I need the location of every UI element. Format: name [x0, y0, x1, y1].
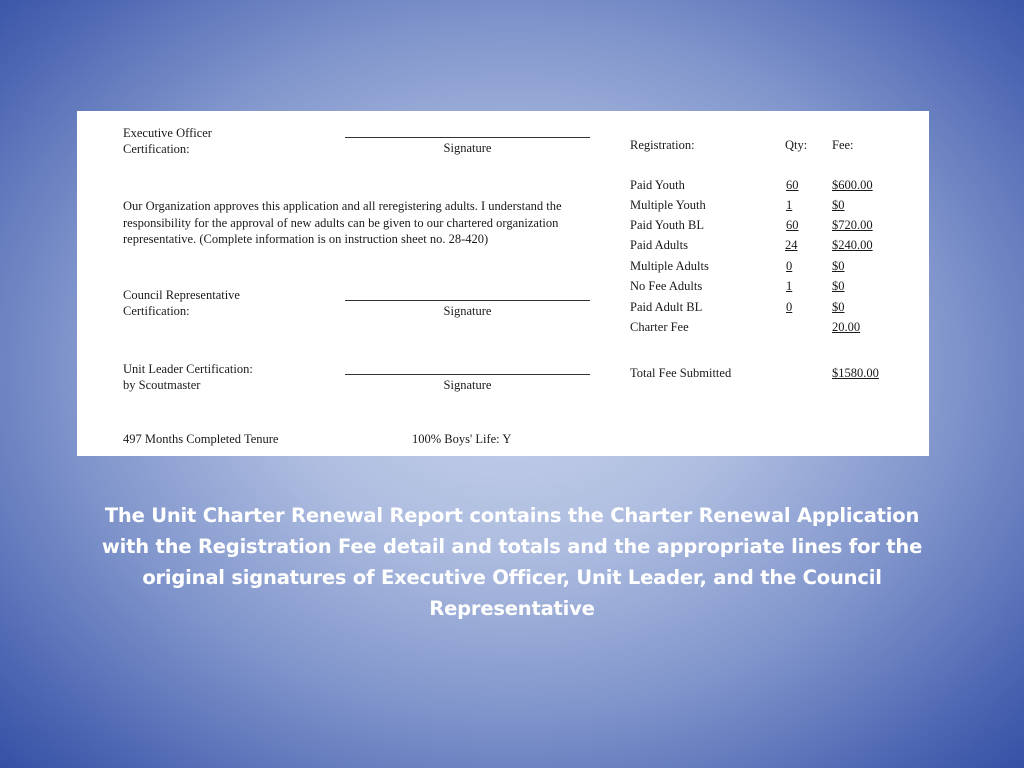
- fee-row-qty: 60: [786, 218, 799, 232]
- unit-leader-signature-line: [345, 374, 590, 375]
- unit-leader-label-line2: by Scoutmaster: [123, 378, 201, 392]
- charter-renewal-form-image: [77, 111, 929, 456]
- registration-header: Registration:: [630, 138, 695, 152]
- exec-officer-label-line1: Executive Officer: [123, 126, 212, 140]
- fee-row-amount: $600.00: [832, 178, 873, 192]
- fee-row-amount: $240.00: [832, 238, 873, 252]
- fee-row-label: Paid Youth: [630, 178, 685, 192]
- council-rep-label-line1: Council Representative: [123, 288, 240, 302]
- fee-row-amount: $0: [832, 279, 845, 293]
- fee-row-qty: 0: [786, 259, 793, 273]
- fee-row-label: Paid Adult BL: [630, 300, 703, 314]
- fee-row-label: Multiple Adults: [630, 259, 709, 273]
- exec-officer-signature-line: [345, 137, 590, 138]
- total-fee-amount: $1580.00: [832, 366, 879, 380]
- unit-leader-label-line1: Unit Leader Certification:: [123, 362, 253, 376]
- approval-line-1: Our Organization approves this application and all reregistering adults. I understand the: [123, 199, 562, 213]
- fee-row-label: No Fee Adults: [630, 279, 703, 293]
- tenure-text: 497 Months Completed Tenure: [123, 432, 279, 446]
- fee-row-qty: 1: [786, 279, 793, 293]
- slide-caption: The Unit Charter Renewal Report contains the Charter Renewal Application with the Registration Fee detail and totals and the appropriate lines for the original signatures of Executive Officer, Unit Leader, and the Council Representative: [101, 504, 923, 620]
- fee-row-label: Paid Adults: [630, 238, 688, 252]
- fee-row-amount: $720.00: [832, 218, 873, 232]
- council-rep-signature-line: [345, 300, 590, 301]
- fee-row-qty: 1: [786, 198, 793, 212]
- approval-line-2: responsibility for the approval of new adults can be given to our chartered organization: [123, 215, 559, 230]
- exec-officer-signature-label: Signature: [443, 141, 492, 155]
- approval-line-3: representative. (Complete information is on instruction sheet no. 28-420): [123, 232, 489, 246]
- approval-statement: [123, 198, 623, 248]
- qty-header: Qty:: [785, 138, 808, 152]
- total-fee-label: Total Fee Submitted: [630, 366, 732, 380]
- fee-header: Fee:: [832, 138, 854, 152]
- council-rep-signature-label: Signature: [443, 304, 492, 318]
- unit-leader-signature-label: Signature: [443, 378, 492, 392]
- exec-officer-label-line2: Certification:: [123, 142, 190, 156]
- fee-row-qty: 60: [786, 178, 799, 192]
- fee-row-label: Multiple Youth: [630, 198, 706, 212]
- council-rep-label-line2: Certification:: [123, 304, 190, 318]
- fee-row-amount: $0: [832, 198, 845, 212]
- fee-row-label: Charter Fee: [630, 320, 689, 334]
- fee-row-amount: $0: [832, 259, 845, 273]
- fee-row-label: Paid Youth BL: [630, 218, 704, 232]
- fee-row-qty: 0: [786, 300, 793, 314]
- boys-life-text: 100% Boys' Life: Y: [412, 432, 512, 446]
- fee-row-amount: 20.00: [832, 320, 861, 334]
- fee-row-amount: $0: [832, 300, 845, 314]
- fee-row-qty: 24: [785, 238, 798, 252]
